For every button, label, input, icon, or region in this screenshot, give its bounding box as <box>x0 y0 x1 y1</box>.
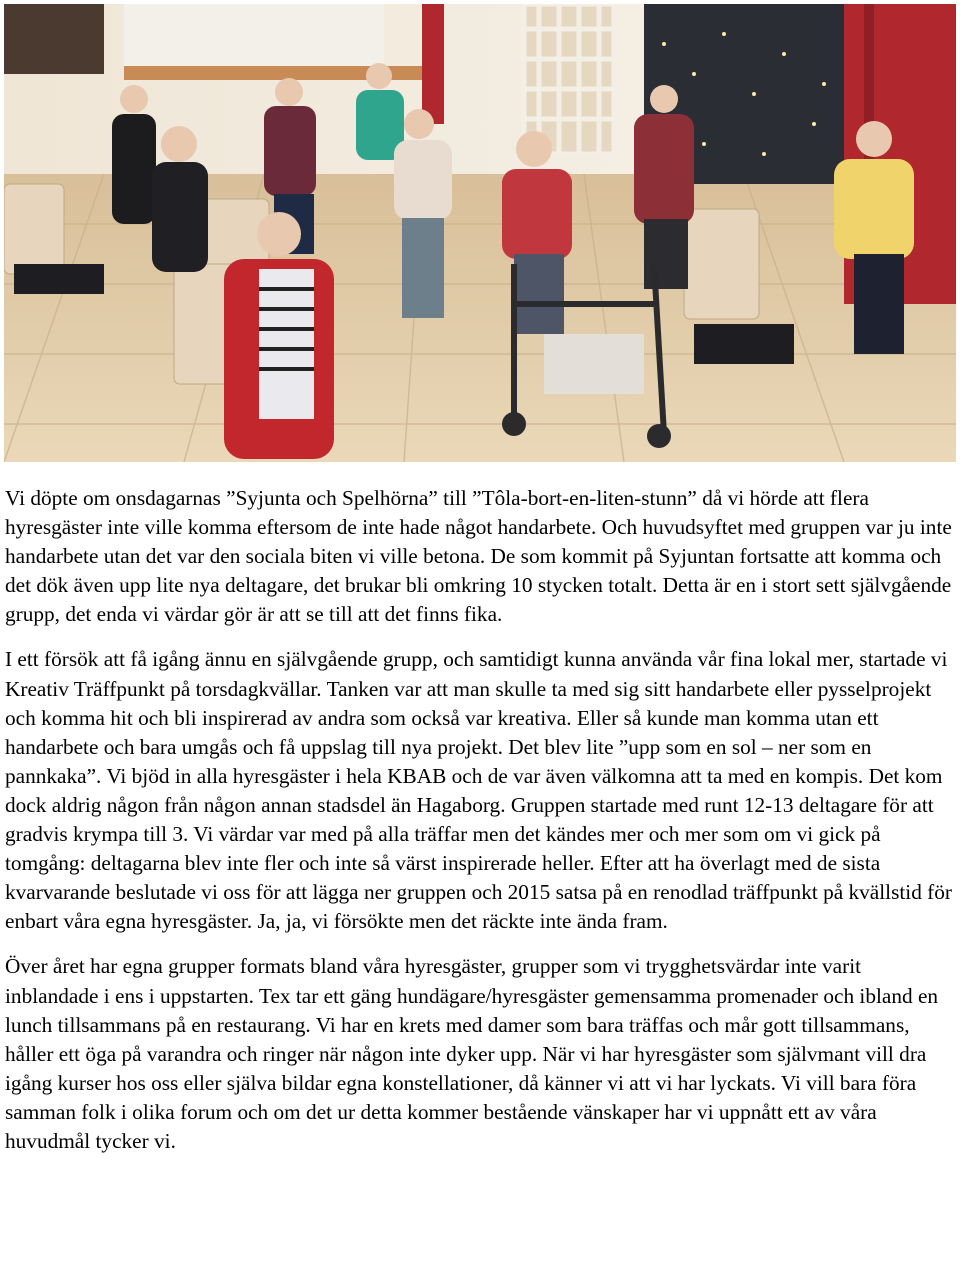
paragraph-kreativ-traffpunkt: I ett försök att få igång ännu en självgående grupp, och samtidigt kunna använda vår fina lokal mer, startade vi Kreativ Träffpunkt på torsdagkvällar. Tanken var att man skulle ta med sig sitt handarbete eller pysselprojekt och komma hit och bli inspirerad av andra som också var kreativa. Eller så kunde man komma utan ett handarbete och bara umgås och få uppslag till nya projekt. Det blev lite ”upp som en sol – ner som en pannkaka”. Vi bjöd in alla hyresgäster i hela KBAB och de var även välkomna att ta med en kompis. Det kom dock aldrig någon från någon annan stadsdel än Hagaborg. Gruppen startade med runt 12-13 deltagare för att gradvis krympa till 3. Vi värdar var med på alla träffar men det kändes mer och mer som om vi gick på tomgång: deltagarna blev inte fler och inte så värst inspirerade heller. Efter att ha överlagt med de sista kvarvarande beslutade vi oss för att lägga ner gruppen och 2015 satsa på en renodlad träffpunkt på kvällstid för enbart våra egna hyresgäster. Ja, ja, vi försökte men det räckte inte ända fram. <box>5 647 953 934</box>
kitchen-cabinets <box>124 4 384 74</box>
chair <box>684 209 759 319</box>
red-curtain-left <box>422 4 444 124</box>
paragraph-egna-grupper: Över året har egna grupper formats bland våra hyresgäster, grupper som vi trygghetsvärdar inte varit inblandade i ens i uppstarten. Tex tar ett gäng hundägare/hyresgäster gemensamma promenader och ibland en lunch tillsammans på en restaurang. Vi har en krets med damer som bara träffas och mår gott tillsammans, håller ett öga på varandra och ringer när någon inte dyker upp. När vi har hyresgäster som självmant vill dra igång kurser hos oss eller själva bildar egna konstellationer, då känner vi att vi har lyckats. Vi vill bara föra samman folk i olika forum och om det ur detta kommer bestående vänskaper har vi uppnått ett av våra huvudmål tycker vi. <box>5 954 939 1153</box>
paragraph-syjunta: Vi döpte om onsdagarnas ”Syjunta och Spelhörna” till ”Tôla-bort-en-liten-stunn” då vi hörde att flera hyresgäster inte ville komma eftersom de inte hade något handarbete. Och huvudsyftet med gruppen var ju inte handarbete utan det var den sociala biten vi ville betona. De som kommit på Syjuntan fortsatte att komma och det dök även upp lite nya deltagare, det brukar bli omkring 10 stycken totalt. Detta är en i stort sett självgående grupp, det enda vi värdar gör är att se till att det finns fika. <box>5 486 952 627</box>
article-text <box>5 484 955 1172</box>
group-exercise-photo <box>4 4 956 462</box>
chair <box>4 184 64 274</box>
